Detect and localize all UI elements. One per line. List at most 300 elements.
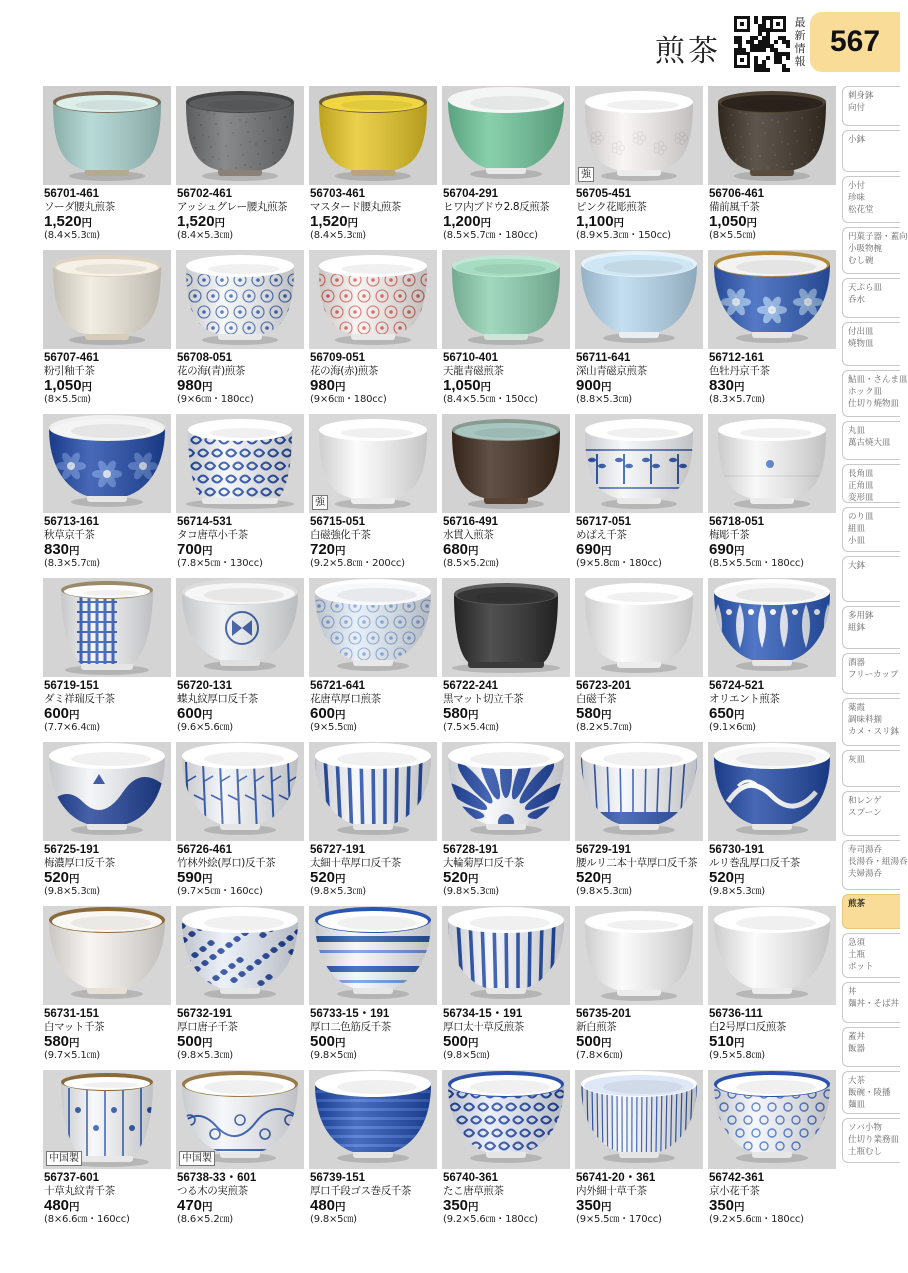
product-code: 56714-531	[177, 516, 232, 528]
product-card[interactable]	[708, 742, 837, 902]
product-name: 秋草京千茶	[44, 529, 95, 541]
product-name: 白マット千茶	[44, 1021, 105, 1033]
price-value: 580	[443, 705, 469, 722]
product-card[interactable]	[176, 250, 305, 410]
product-card[interactable]	[43, 578, 172, 738]
index-tab-label: 長角皿	[848, 469, 874, 479]
price-currency: 円	[69, 709, 80, 721]
product-size: (7.8×5㎝・130cc)	[177, 558, 263, 569]
index-tab-label: 飯器	[848, 1044, 866, 1054]
product-card[interactable]	[309, 250, 438, 410]
price-currency: 円	[734, 545, 745, 557]
product-size: (9×5.5㎝)	[310, 722, 357, 733]
qr-module	[786, 56, 790, 60]
price-currency: 円	[734, 1201, 745, 1213]
product-name: 新白煎茶	[576, 1021, 617, 1033]
product-photo[interactable]	[176, 86, 304, 185]
index-tab-label: 寿司湯呑	[848, 845, 883, 855]
product-card[interactable]	[43, 414, 172, 574]
teacup-illustration	[575, 250, 703, 349]
product-code: 56717-051	[576, 516, 631, 528]
product-photo[interactable]	[708, 906, 836, 1005]
teacup-illustration	[708, 86, 836, 185]
new-info-char: 新	[794, 29, 806, 42]
price-value: 520	[44, 869, 70, 886]
product-card[interactable]	[309, 906, 438, 1066]
product-card[interactable]	[442, 250, 571, 410]
product-size: (9.7×5㎝・160cc)	[177, 886, 263, 897]
product-card[interactable]	[708, 86, 837, 246]
price-value: 600	[44, 705, 70, 722]
product-code: 56710-401	[443, 352, 498, 364]
product-photo[interactable]	[708, 1070, 836, 1169]
product-name: 十草丸紋青千茶	[44, 1185, 115, 1197]
price-value: 680	[443, 541, 469, 558]
price-value: 980	[310, 377, 336, 394]
interior-shadow	[607, 100, 679, 110]
product-code: 56708-051	[177, 352, 232, 364]
index-tab[interactable]	[842, 176, 900, 223]
product-photo[interactable]	[309, 250, 437, 349]
index-tab-label: 小皿	[848, 536, 866, 546]
product-code: 56712-161	[709, 352, 764, 364]
price-currency: 円	[335, 1201, 346, 1213]
product-photo[interactable]	[43, 86, 171, 185]
product-name: 黒マット切立千茶	[443, 693, 524, 705]
index-tab[interactable]	[842, 130, 900, 172]
index-tab-label: 和レンゲ	[848, 796, 882, 806]
product-size: (9.2×5.6㎝・180cc)	[709, 1214, 804, 1225]
price-value: 520	[443, 869, 469, 886]
interior-shadow	[75, 100, 147, 110]
product-card[interactable]	[176, 578, 305, 738]
index-tab-label: 珍味	[848, 193, 866, 203]
product-size: (8×5.5㎝)	[44, 394, 91, 405]
product-name: オリエント煎茶	[709, 693, 780, 705]
price-currency: 円	[734, 709, 745, 721]
price-currency: 円	[480, 381, 492, 393]
teacup-illustration	[442, 578, 570, 677]
index-tab[interactable]	[842, 653, 900, 694]
product-photo[interactable]	[43, 1070, 171, 1169]
price-value: 900	[576, 377, 602, 394]
qr-finder-mark	[770, 16, 786, 32]
index-tab-label: 天ぷら皿	[848, 283, 883, 293]
price-value: 600	[177, 705, 203, 722]
product-size: (8.3×5.7㎝)	[709, 394, 765, 405]
product-photo[interactable]	[176, 250, 304, 349]
product-photo[interactable]	[309, 1070, 437, 1169]
index-tab[interactable]	[842, 1071, 900, 1114]
product-photo[interactable]	[43, 250, 171, 349]
index-tab-label: ポット	[848, 962, 874, 972]
price-value: 510	[709, 1033, 735, 1050]
index-tab-label: 仕切り業務皿	[848, 1135, 900, 1145]
interior-shadow	[736, 916, 816, 930]
product-photo[interactable]	[442, 86, 570, 185]
product-code: 56731-151	[44, 1008, 99, 1020]
product-card[interactable]	[708, 578, 837, 738]
qr-code[interactable]	[734, 16, 790, 72]
interior-shadow	[337, 1080, 417, 1094]
product-card[interactable]	[575, 1070, 704, 1230]
product-card[interactable]	[309, 414, 438, 574]
index-tab[interactable]	[842, 1118, 900, 1163]
teacup-illustration	[442, 414, 570, 513]
product-card[interactable]	[708, 250, 837, 410]
index-tab-label: 飯碗・陵播	[848, 1088, 891, 1098]
product-size: (9.5×5.8㎝)	[709, 1050, 765, 1061]
index-tab-label: 蓋丼	[848, 1032, 866, 1042]
product-photo[interactable]	[309, 86, 437, 185]
product-code: 56734-15・191	[443, 1008, 523, 1020]
product-card[interactable]	[176, 1070, 305, 1230]
teacup-illustration	[176, 742, 304, 841]
price-value: 590	[177, 869, 203, 886]
product-photo[interactable]	[708, 86, 836, 185]
index-tab-label: フリーカップ	[848, 670, 899, 680]
product-name: 色牡丹京千茶	[709, 365, 770, 377]
price-value: 1,200	[443, 213, 481, 230]
product-code: 56726-461	[177, 844, 232, 856]
product-photo[interactable]	[43, 414, 171, 513]
qr-module	[786, 44, 790, 48]
index-tab-label: 長湯呑・組湯呑	[848, 857, 908, 867]
interior-shadow	[740, 428, 812, 438]
teacup-illustration	[708, 414, 836, 513]
interior-shadow	[210, 428, 278, 438]
product-size: (8.4×5.5㎝・150cc)	[443, 394, 538, 405]
index-tab[interactable]	[842, 370, 908, 417]
product-name: 梅濃厚口反千茶	[44, 857, 115, 869]
product-photo[interactable]	[708, 742, 836, 841]
price-value: 480	[310, 1197, 336, 1214]
price-value: 830	[709, 377, 735, 394]
product-card[interactable]	[575, 906, 704, 1066]
product-card[interactable]	[309, 1070, 438, 1230]
product-size: (7.5×5.4㎝)	[443, 722, 499, 733]
product-card[interactable]	[442, 578, 571, 738]
product-photo[interactable]	[575, 578, 703, 677]
product-photo[interactable]	[442, 906, 570, 1005]
product-photo[interactable]	[575, 906, 703, 1005]
price-currency: 円	[734, 873, 745, 885]
teacup-illustration	[176, 578, 304, 677]
product-name: つる木の実煎茶	[177, 1185, 248, 1197]
product-size: (9.8×5.3㎝)	[44, 886, 100, 897]
teacup-illustration	[575, 1070, 703, 1169]
product-name: アッシュグレー腰丸煎茶	[177, 201, 288, 213]
product-photo[interactable]	[43, 578, 171, 677]
index-tab-label: 鮎皿・さんま皿	[848, 375, 908, 385]
product-photo[interactable]	[708, 578, 836, 677]
product-card[interactable]	[309, 86, 438, 246]
product-card[interactable]	[309, 742, 438, 902]
teacup-illustration	[309, 414, 437, 513]
product-card[interactable]	[43, 742, 172, 902]
price-currency: 円	[202, 381, 213, 393]
product-size: (9×6㎝・180cc)	[310, 394, 387, 405]
index-tab[interactable]	[842, 464, 900, 503]
product-code: 56738-33・601	[177, 1172, 257, 1184]
teacup-illustration	[309, 86, 437, 185]
product-card[interactable]	[575, 86, 704, 246]
index-tab[interactable]	[842, 556, 900, 602]
product-photo[interactable]	[43, 906, 171, 1005]
interior-shadow	[204, 1080, 284, 1094]
product-card[interactable]	[43, 1070, 172, 1230]
product-photo[interactable]	[309, 414, 437, 513]
index-tab[interactable]	[842, 698, 900, 746]
product-code: 56701-461	[44, 188, 99, 200]
product-photo[interactable]	[442, 742, 570, 841]
teacup-illustration	[442, 1070, 570, 1169]
interior-shadow	[71, 424, 151, 438]
price-currency: 円	[746, 217, 758, 229]
index-tab[interactable]	[842, 227, 908, 274]
index-tab[interactable]	[842, 750, 900, 787]
product-photo[interactable]	[442, 250, 570, 349]
product-size: (8.5×5.5㎝・180cc)	[709, 558, 804, 569]
index-tab[interactable]	[842, 278, 900, 318]
teacup-illustration	[309, 906, 437, 1005]
product-name: ルリ巻乱厚口反千茶	[709, 857, 800, 869]
product-card[interactable]	[575, 578, 704, 738]
interior-shadow	[470, 1080, 550, 1094]
price-currency: 円	[734, 1037, 745, 1049]
price-value: 1,520	[177, 213, 215, 230]
teacup-illustration	[309, 1070, 437, 1169]
product-size: (9.8×5.3㎝)	[177, 1050, 233, 1061]
interior-shadow	[603, 260, 683, 274]
product-size: (9.2×5.6㎝・180cc)	[443, 1214, 538, 1225]
product-card[interactable]	[309, 578, 438, 738]
price-value: 650	[709, 705, 735, 722]
product-name: 厚口太十草反煎茶	[443, 1021, 524, 1033]
interior-shadow	[607, 920, 679, 930]
product-photo[interactable]	[43, 742, 171, 841]
index-tab[interactable]	[842, 322, 900, 366]
teacup-illustration	[442, 742, 570, 841]
product-size: (8.3×5.7㎝)	[44, 558, 100, 569]
teacup-illustration	[43, 578, 171, 677]
index-tab-label: 萬古焼大皿	[848, 438, 891, 448]
product-photo[interactable]	[442, 578, 570, 677]
product-name: 太細十草厚口反千茶	[310, 857, 401, 869]
index-tab[interactable]	[842, 1027, 900, 1067]
product-code: 56715-051	[310, 516, 365, 528]
product-code: 56706-461	[709, 188, 764, 200]
product-card[interactable]	[442, 86, 571, 246]
product-card[interactable]	[176, 906, 305, 1066]
product-photo[interactable]	[575, 1070, 703, 1169]
page-number: 567	[810, 12, 900, 72]
product-size: (9×6㎝・180cc)	[177, 394, 254, 405]
product-code: 56720-131	[177, 680, 232, 692]
index-tab-label: 刺身鉢	[848, 91, 874, 101]
product-name: たこ唐草煎茶	[443, 1185, 504, 1197]
product-photo[interactable]	[575, 250, 703, 349]
product-code: 56705-451	[576, 188, 631, 200]
product-name: ソーダ腰丸煎茶	[44, 201, 115, 213]
product-card[interactable]	[442, 906, 571, 1066]
product-code: 56737-601	[44, 1172, 99, 1184]
product-size: (8.2×5.7㎝)	[576, 722, 632, 733]
index-tab-label: 麺丼・そば丼	[848, 999, 900, 1009]
product-code: 56736-111	[709, 1008, 763, 1020]
price-value: 500	[177, 1033, 203, 1050]
product-size: (9×5.8㎝・180cc)	[576, 558, 662, 569]
price-value: 470	[177, 1197, 203, 1214]
product-card[interactable]	[708, 906, 837, 1066]
product-photo[interactable]	[176, 578, 304, 677]
product-card[interactable]	[575, 414, 704, 574]
interior-shadow	[607, 428, 679, 438]
product-code: 56721-641	[310, 680, 365, 692]
product-card[interactable]	[708, 414, 837, 574]
product-photo[interactable]	[442, 414, 570, 513]
index-tab[interactable]	[842, 894, 900, 929]
teacup-illustration	[43, 250, 171, 349]
product-size: (8.4×5.3㎝)	[177, 230, 233, 241]
index-tab[interactable]	[842, 933, 900, 978]
product-photo[interactable]	[309, 578, 437, 677]
price-currency: 円	[69, 1201, 80, 1213]
interior-shadow	[603, 752, 683, 766]
price-currency: 円	[468, 1201, 479, 1213]
product-card[interactable]	[708, 1070, 837, 1230]
teacup-illustration	[442, 906, 570, 1005]
product-photo[interactable]	[309, 906, 437, 1005]
price-value: 1,050	[44, 377, 82, 394]
teacup-illustration	[575, 86, 703, 185]
product-card[interactable]	[43, 906, 172, 1066]
price-currency: 円	[601, 545, 612, 557]
product-size: (9.2×5.8㎝・200cc)	[310, 558, 405, 569]
product-size: (9×5.5㎝・170cc)	[576, 1214, 662, 1225]
price-value: 980	[177, 377, 203, 394]
price-currency: 円	[468, 873, 479, 885]
product-name: 厚口千段ゴス巻反千茶	[310, 1185, 411, 1197]
qr-module	[766, 16, 770, 20]
index-tab[interactable]	[842, 421, 900, 460]
price-value: 690	[709, 541, 735, 558]
product-card[interactable]	[43, 86, 172, 246]
new-info-label	[792, 16, 808, 68]
product-name: 花の海(赤)煎茶	[310, 365, 378, 377]
product-photo[interactable]	[575, 414, 703, 513]
product-code: 56718-051	[709, 516, 764, 528]
index-tab-label: 小付	[848, 181, 866, 191]
qr-module	[766, 68, 770, 72]
product-code: 56723-201	[576, 680, 631, 692]
teacup-illustration	[708, 578, 836, 677]
product-card[interactable]	[575, 742, 704, 902]
index-tab-label: 夫婦湯呑	[848, 869, 883, 879]
product-photo[interactable]	[176, 1070, 304, 1169]
product-name: 白磁千茶	[576, 693, 617, 705]
product-card[interactable]	[176, 414, 305, 574]
index-tab-label: 丼	[848, 987, 857, 997]
product-badge: 強	[312, 495, 328, 510]
product-card[interactable]	[442, 1070, 571, 1230]
product-photo[interactable]	[176, 906, 304, 1005]
qr-module	[762, 48, 766, 52]
product-photo[interactable]	[176, 742, 304, 841]
product-photo[interactable]	[309, 742, 437, 841]
product-size: (9.1×6㎝)	[709, 722, 756, 733]
teacup-illustration	[708, 906, 836, 1005]
price-currency: 円	[202, 1201, 213, 1213]
price-currency: 円	[468, 545, 479, 557]
interior-shadow	[337, 752, 417, 766]
product-badge: 強	[578, 167, 594, 182]
interior-shadow	[341, 100, 413, 110]
product-code: 56704-291	[443, 188, 498, 200]
teacup-illustration	[708, 250, 836, 349]
teacup-illustration	[575, 414, 703, 513]
index-tab[interactable]	[842, 507, 900, 552]
new-info-char: 情	[794, 42, 806, 55]
product-photo[interactable]	[708, 250, 836, 349]
index-tab[interactable]	[842, 86, 900, 126]
product-code: 56702-461	[177, 188, 232, 200]
price-value: 500	[443, 1033, 469, 1050]
product-photo[interactable]	[176, 414, 304, 513]
price-currency: 円	[601, 381, 612, 393]
product-name: 備前風千茶	[709, 201, 760, 213]
price-currency: 円	[81, 381, 93, 393]
qr-finder-mark	[734, 16, 750, 32]
product-code: 56724-521	[709, 680, 764, 692]
product-name: ヒワ内ブドウ2.8反煎茶	[443, 201, 550, 213]
price-currency: 円	[81, 217, 93, 229]
product-size: (8.5×5.7㎝・180cc)	[443, 230, 538, 241]
product-name: 水貫入煎茶	[443, 529, 494, 541]
product-card[interactable]	[442, 414, 571, 574]
index-tab[interactable]	[842, 606, 900, 649]
product-size: (9.8×5.3㎝)	[443, 886, 499, 897]
teacup-illustration	[309, 578, 437, 677]
teacup-illustration	[176, 86, 304, 185]
product-photo[interactable]	[575, 742, 703, 841]
product-card[interactable]	[176, 742, 305, 902]
interior-shadow	[71, 916, 151, 930]
index-tab-label: 丸皿	[848, 426, 866, 436]
index-tab[interactable]	[842, 840, 908, 890]
teacup-illustration	[575, 742, 703, 841]
price-currency: 円	[69, 545, 80, 557]
product-name: 白2号厚口反煎茶	[709, 1021, 786, 1033]
price-value: 350	[576, 1197, 602, 1214]
product-card[interactable]	[176, 86, 305, 246]
product-photo[interactable]	[442, 1070, 570, 1169]
index-tab-label: 薬霞	[848, 703, 866, 713]
index-tab-label: 土瓶	[848, 950, 866, 960]
product-name: 白磁強化千茶	[310, 529, 371, 541]
product-name: 花の海(青)煎茶	[177, 365, 245, 377]
index-tab[interactable]	[842, 791, 900, 836]
price-value: 580	[44, 1033, 70, 1050]
price-value: 480	[44, 1197, 70, 1214]
product-card[interactable]	[575, 250, 704, 410]
product-card[interactable]	[43, 250, 172, 410]
product-size: (8.4×5.3㎝)	[310, 230, 366, 241]
product-card[interactable]	[442, 742, 571, 902]
product-photo[interactable]	[575, 86, 703, 185]
index-tab[interactable]	[842, 982, 900, 1023]
product-photo[interactable]	[708, 414, 836, 513]
